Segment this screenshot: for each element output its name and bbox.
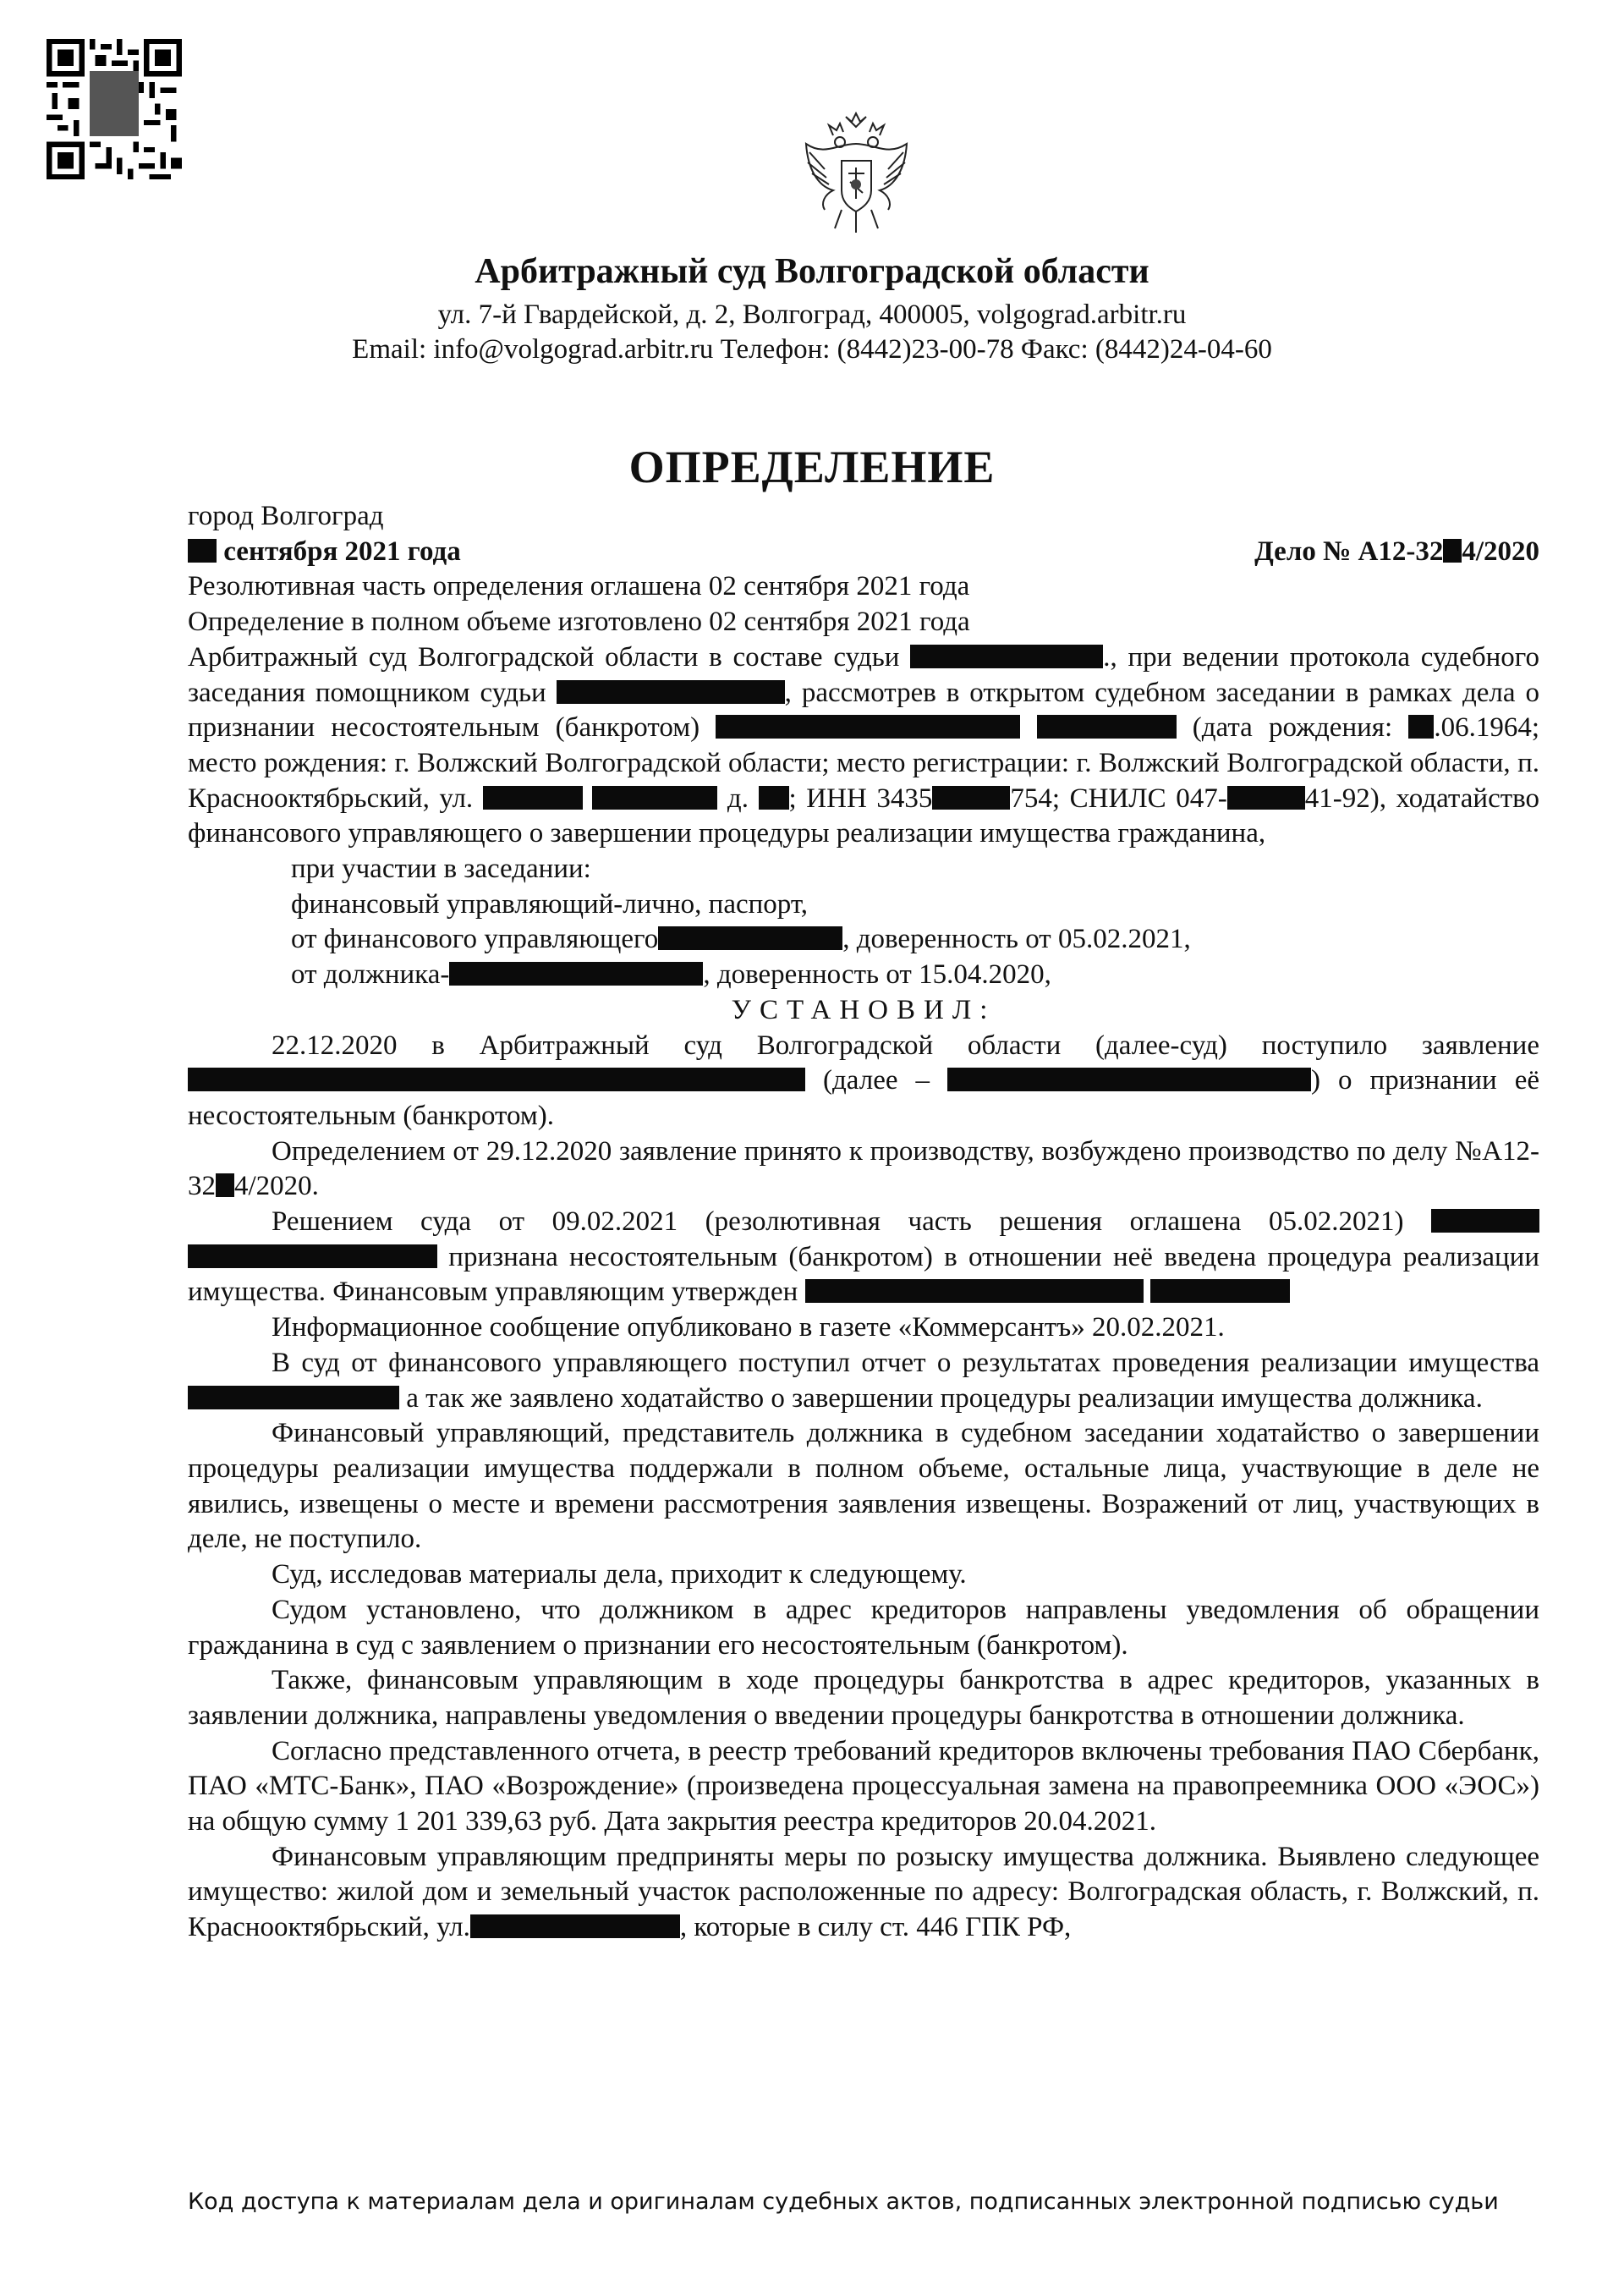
intro-text-7: ; ИНН 3435	[788, 783, 933, 814]
intro-text-2: ., при ведении протокола судебного заседания помощником судьи	[188, 641, 1539, 708]
redaction	[658, 926, 842, 950]
redaction	[470, 1914, 680, 1938]
paragraph-report	[188, 1346, 1539, 1416]
paragraph-acceptance	[188, 1134, 1539, 1205]
intro-text-1: Арбитражный суд Волгоградской области в составе судьи	[188, 641, 911, 673]
paragraph-application-text-1: 22.12.2020 в Арбитражный суд Волгоградской области (далее-суд) поступило заявление	[272, 1030, 1539, 1061]
footer-access-code: Код доступа к материалам дела и оригиналам судебных актов, подписанных электронной подписью судьи	[188, 2189, 1499, 2215]
redaction	[910, 645, 1103, 668]
city-line: город Волгоград	[188, 501, 384, 531]
from-fu-text-2: , доверенность от 05.02.2021,	[842, 924, 1191, 955]
ustanovil-heading: УСТАНОВИЛ:	[731, 994, 996, 1025]
paragraph-report-text-1: В суд от финансового управляющего поступил отчет о результатах проведения реализации имущества	[272, 1347, 1539, 1378]
decision-date	[188, 535, 461, 570]
redaction	[1150, 1279, 1290, 1303]
court-contacts: Email: info@volgograd.arbitr.ru Телефон: (8442)23-00-78 Факс: (8442)24-04-60	[352, 334, 1272, 365]
paragraph-notifications: Судом установлено, что должником в адрес кредиторов направлены уведомления об обращении гражданина в суд с заявлением о признании его несостоятельным (банкротом).	[188, 1594, 1539, 1661]
from-debtor-line	[188, 958, 1539, 993]
coat-of-arms-emblem	[799, 110, 914, 237]
case-number-prefix: Дело № А12-32	[1254, 536, 1444, 567]
redaction	[716, 715, 1020, 739]
intro-text-3: , рассмотрев в открытом судебном заседании в рамках дела о признании несостоятельным (банкротом)	[188, 677, 1539, 744]
participation-line: при участии в заседании:	[291, 854, 591, 885]
redaction	[216, 1173, 234, 1197]
redaction	[188, 1244, 437, 1268]
resolutive-line: Резолютивная часть определения оглашена 02 сентября 2021 года	[188, 571, 970, 602]
qr-code	[47, 38, 182, 180]
redaction	[188, 1386, 399, 1409]
redaction	[1037, 715, 1177, 739]
paragraph-acceptance-text-1: Определением от 29.12.2020 заявление принято к производству, возбуждено производство по делу №А12-32	[188, 1135, 1539, 1202]
paragraph-application-text-2: (далее –	[805, 1065, 948, 1096]
court-address: ул. 7-й Гвардейской, д. 2, Волгоград, 400005, volgograd.arbitr.ru	[437, 299, 1187, 330]
document-body	[188, 499, 1539, 1946]
paragraph-creditor-notices: Также, финансовым управляющим в ходе процедуры банкротства в адрес кредиторов, указанных в заявлении должника, направлены уведомления о введении процедуры банкротства в отношении должника.	[188, 1665, 1539, 1731]
from-fu-line	[188, 922, 1539, 958]
paragraph-publication: Информационное сообщение опубликовано в газете «Коммерсантъ» 20.02.2021.	[272, 1312, 1225, 1343]
redaction	[759, 786, 789, 810]
intro-text-9: 41-92), ходатайство финансового управляющего о завершении процедуры реализации имущества гражданина,	[188, 783, 1539, 849]
fu-personal-line: финансовый управляющий-лично, паспорт,	[291, 888, 809, 920]
redaction	[805, 1279, 1144, 1303]
paragraph-application	[188, 1029, 1539, 1134]
redaction	[1431, 1209, 1539, 1233]
intro-text-5: .06.1964; место рождения: г. Волжский Волгоградской области; место регистрации: г. Волжский Волгоградской области, п. Краснооктябрьский, ул.	[188, 712, 1540, 814]
paragraph-decision	[188, 1205, 1539, 1310]
from-debtor-text-1: от должника-	[291, 959, 450, 991]
paragraph-property-text-2: , которые в силу ст. 446 ГПК РФ,	[679, 1912, 1072, 1943]
full-text-line: Определение в полном объеме изготовлено 02 сентября 2021 года	[188, 607, 970, 638]
redaction	[188, 539, 217, 563]
redaction	[592, 786, 717, 810]
from-fu-text-1: от финансового управляющего	[291, 924, 659, 955]
from-debtor-text-2: , доверенность от 15.04.2020,	[703, 959, 1051, 991]
intro-paragraph	[188, 640, 1539, 852]
paragraph-acceptance-text-2: 4/2020.	[234, 1171, 319, 1202]
paragraph-report-text-2: а так же заявлено ходатайство о завершении процедуры реализации имущества должника.	[399, 1382, 1483, 1414]
paragraph-decision-text-2: признана несостоятельным (банкротом) в отношении неё введена процедура реализации имущества. Финансовым управляющим утвержден	[188, 1241, 1539, 1308]
redaction	[483, 786, 583, 810]
court-name: Арбитражный суд Волгоградской области	[475, 252, 1149, 291]
redaction	[1408, 715, 1434, 739]
redaction	[449, 962, 703, 986]
case-number	[1254, 535, 1539, 570]
paragraph-court-findings: Суд, исследовав материалы дела, приходит к следующему.	[272, 1559, 967, 1590]
paragraph-application-text-3: ) о признании её несостоятельным (банкротом).	[188, 1065, 1539, 1131]
paragraph-decision-text-1: Решением суда от 09.02.2021 (резолютивная часть решения оглашена 05.02.2021)	[272, 1206, 1431, 1238]
case-number-suffix: 4/2020	[1462, 536, 1539, 567]
redaction	[188, 1068, 805, 1091]
intro-text-6: д.	[717, 783, 759, 814]
paragraph-hearing: Финансовый управляющий, представитель должника в судебном заседании ходатайство о завершении процедуры реализации имущества поддержали в полном объеме, остальные лица, участвующие в деле не явились, извещены о месте и времени рассмотрения заявления извещены. Возражений от лиц, участвующих в деле, не поступило.	[188, 1418, 1539, 1555]
paragraph-registry: Согласно представленного отчета, в реестр требований кредиторов включены требования ПАО Сбербанк, ПАО «МТС-Банк», ПАО «Возрождение» (произведена процессуальная замена на правопреемника ООО «ЭОС») на общую сумму 1 201 339,63 руб. Дата закрытия реестра кредиторов 20.04.2021.	[188, 1735, 1539, 1837]
redaction	[1443, 539, 1462, 563]
intro-text-4: (дата рождения:	[1176, 712, 1409, 744]
redaction	[947, 1068, 1311, 1091]
decision-date-text: сентября 2021 года	[223, 536, 461, 567]
date-case-row	[188, 535, 1539, 570]
paragraph-property-text-1: Финансовым управляющим предприняты меры по розыску имущества должника. Выявлено следующее имущество: жилой дом и земельный участок расположенные по адресу: Волгоградская область, г. Волжский, п. Краснооктябрьский, ул.	[188, 1841, 1539, 1943]
redaction	[557, 680, 785, 704]
redaction	[1227, 786, 1305, 810]
document-title: ОПРЕДЕЛЕНИЕ	[628, 442, 996, 492]
intro-text-8: 754; СНИЛС 047-	[1010, 783, 1227, 814]
paragraph-property	[188, 1840, 1539, 1946]
redaction	[932, 786, 1010, 810]
